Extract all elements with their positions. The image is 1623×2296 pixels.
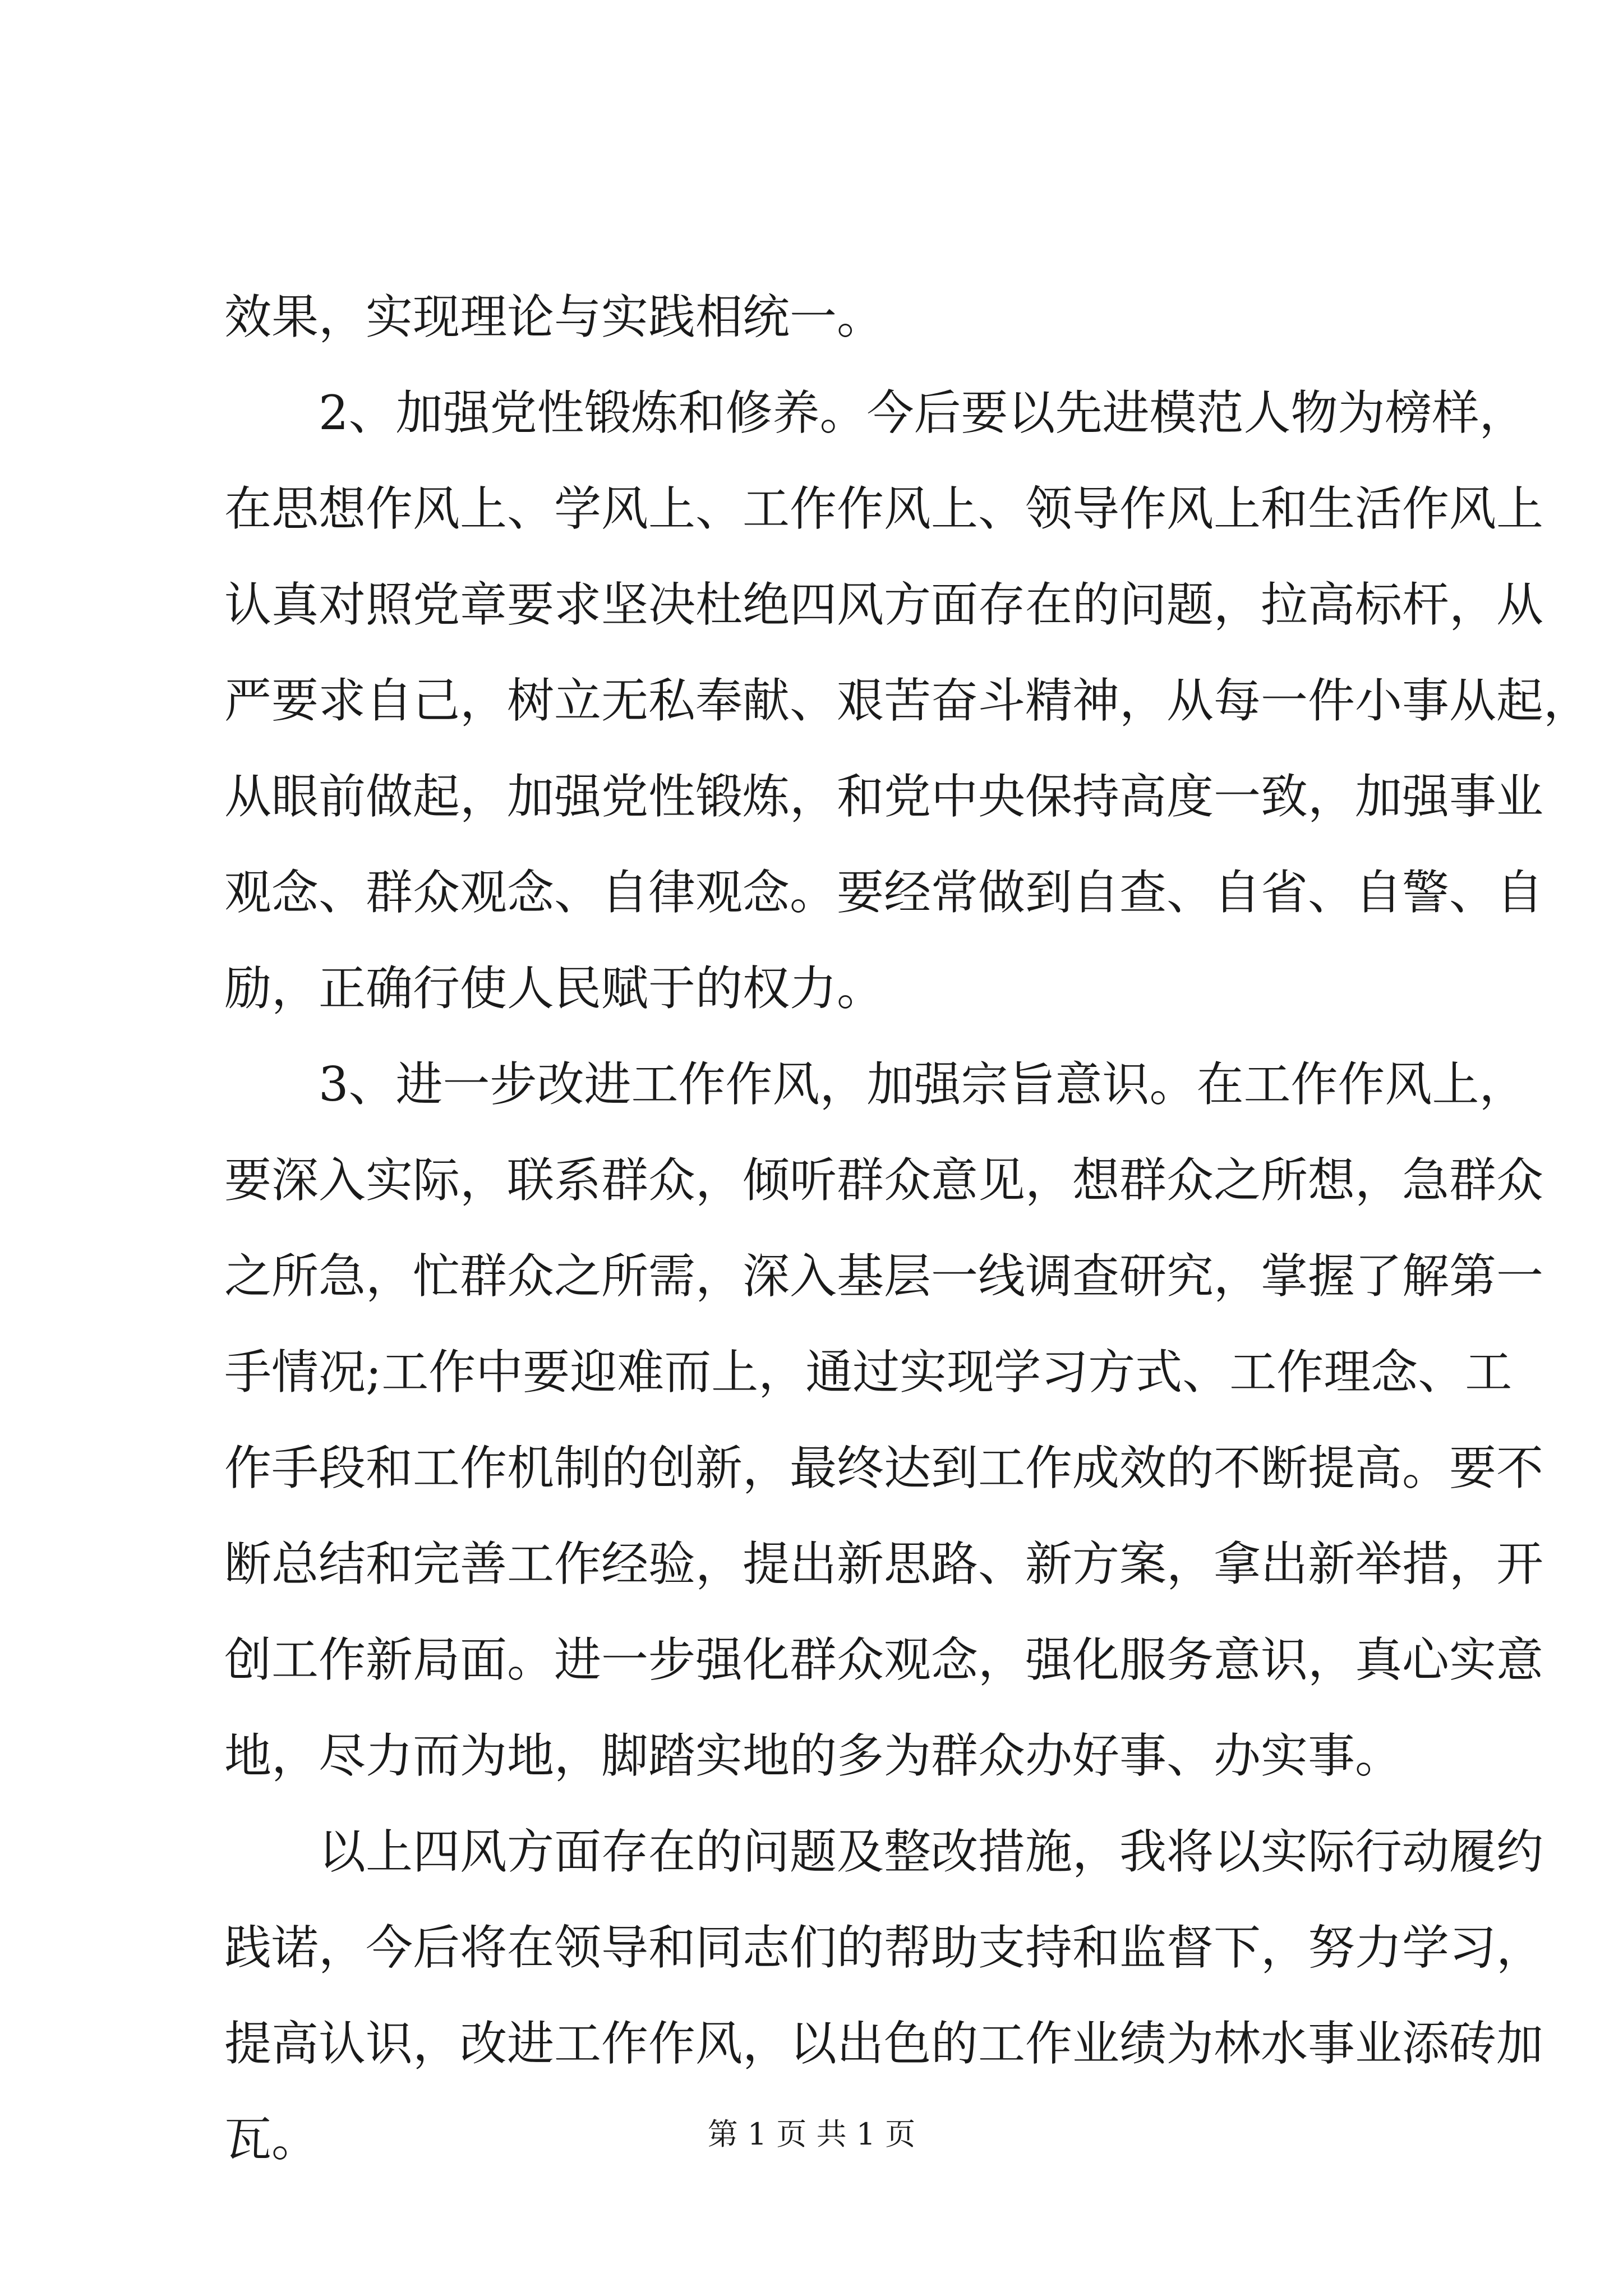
text-line: 认真对照党章要求坚决杜绝四风方面存在的问题，拉高标杆，从: [224, 577, 1544, 632]
text-line: 效果，实现理论与实践相统一。: [224, 289, 884, 344]
paragraph-start-line: 以上四风方面存在的问题及整改措施，我将以实际行动履约: [319, 1824, 1544, 1879]
text-line: 从眼前做起，加强党性锻炼，和党中央保持高度一致，加强事业: [224, 769, 1544, 824]
text-line: 严要求自己，树立无私奉献、艰苦奋斗精神，从每一件小事从起，: [224, 673, 1591, 728]
text-line: 践诺，今后将在领导和同志们的帮助支持和监督下，努力学习，: [224, 1920, 1544, 1975]
text-line: 在思想作风上、学风上、工作作风上、领导作风上和生活作风上: [224, 481, 1544, 536]
text-line: 瓦。: [224, 2112, 319, 2167]
text-line: 断总结和完善工作经验，提出新思路、新方案，拿出新举措，开: [224, 1536, 1544, 1591]
text-line: 手情况;工作中要迎难而上，通过实现学习方式、工作理念、工: [224, 1345, 1513, 1400]
text-line: 观念、群众观念、自律观念。要经常做到自查、自省、自警、自: [224, 865, 1544, 920]
text-line: 地，尽力而为地，脚踏实地的多为群众办好事、办实事。: [224, 1728, 1403, 1783]
text-line: 创工作新局面。进一步强化群众观念，强化服务意识，真心实意: [224, 1632, 1544, 1687]
text-line: 之所急，忙群众之所需，深入基层一线调查研究，掌握了解第一: [224, 1249, 1544, 1304]
paragraph-start-line: 2、加强党性锻炼和修养。今后要以先进模范人物为榜样，: [319, 385, 1527, 440]
page-number-footer: 第 1 页 共 1 页: [707, 2116, 916, 2152]
text-line: 励，正确行使人民赋于的权力。: [224, 961, 884, 1016]
text-line: 要深入实际，联系群众，倾听群众意见，想群众之所想，急群众: [224, 1153, 1544, 1208]
text-line: 提高认识，改进工作作风，以出色的工作业绩为林水事业添砖加: [224, 2016, 1544, 2071]
document-body: [224, 269, 1591, 2188]
paragraph-start-line: 3、进一步改进工作作风，加强宗旨意识。在工作作风上，: [319, 1057, 1527, 1112]
text-line: 作手段和工作机制的创新，最终达到工作成效的不断提高。要不: [224, 1441, 1544, 1496]
